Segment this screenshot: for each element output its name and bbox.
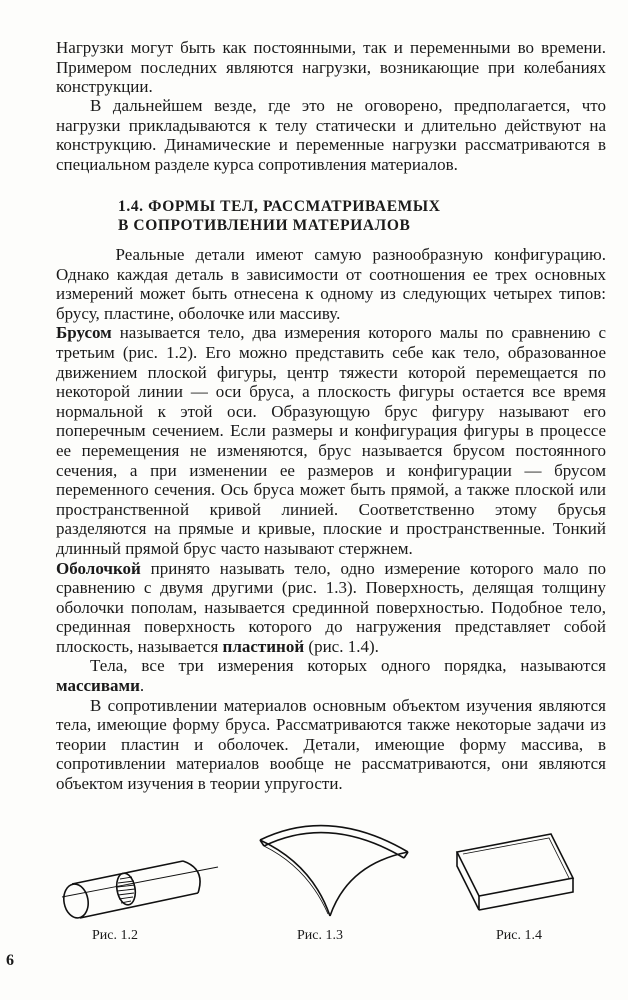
term-massive: массивами (56, 676, 140, 696)
intro-paragraph-2: В дальнейшем везде, где это не оговорено, предполагается, что нагрузки прикладываются к телу статически и длительно действуют на конструкцию. Динамические и переменные нагрузки рассматриваются в специальном разделе курса сопротивления материалов. (56, 96, 606, 174)
figure-caption-1-3: Рис. 1.3 (297, 928, 343, 943)
paragraph-shell: Оболочкой принято называть тело, одно измерение которого мало по сравнению с двумя другими (рис. 1.3). Поверхность, делящая толщину оболочки пополам, называется срединной поверхностью. Подобное тело, срединная поверхность которого до нагружения представляет собой плоскость, называется пластиной (рис. 1.4). (56, 558, 606, 656)
section-title-line-2: В СОПРОТИВЛЕНИИ МАТЕРИАЛОВ (118, 217, 411, 234)
paragraph-final: В сопротивлении материалов основным объектом изучения являются тела, имеющие форму бруса. Рассматриваются также некоторые задачи из теории пластин и оболочек. Детали, имеющие форму массива, в сопротивлении материалов вообще не рассматриваются, они являются объектом изучения в теории упругости. (56, 695, 606, 794)
paragraph-beam: Брусом называется тело, два измерения которого малы по сравнению с третьим (рис. 1.2). Его можно представить себе как тело, образованное движением плоской фигуры, центр тяжести которой перемещается по некоторой линии — оси бруса, а плоскость фигуры остается все время нормальной к этой оси. Образующую брус фигуру называют его поперечным сечением. Если размеры и конфигурация фигуры в процессе ее перемещения не изменяются, брус называется брусом постоянного сечения, а при изменении ее размеров и конфигурации — брусом переменного сечения. Ось бруса может быть прямой, а также плоской или пространственной кривой линией. Соответственно этому брусья разделяются на прямые и кривые, плоские и пространственные. Тонкий длинный прямой брус часто называют стержнем. (56, 323, 606, 558)
term-shell: Оболочкой (56, 558, 141, 578)
page-number: 6 (6, 952, 14, 969)
figures-row (0, 810, 628, 960)
term-plate: пластиной (222, 636, 305, 656)
term-beam: Брусом (56, 323, 112, 343)
section-body (56, 245, 606, 794)
shell-figure (250, 812, 420, 922)
figure-caption-1-2: Рис. 1.2 (92, 928, 138, 943)
section-title-line-1: 1.4. ФОРМЫ ТЕЛ, РАССМАТРИВАЕМЫХ (118, 198, 441, 215)
beam-figure (48, 835, 228, 925)
paragraph-massive: Тела, все три измерения которых одного порядка, называются массивами. (56, 656, 606, 696)
figure-caption-1-4: Рис. 1.4 (496, 928, 542, 943)
paragraph-real-parts: Реальные детали имеют самую разнообразную конфигурацию. Однако каждая деталь в зависимости от соотношения ее трех основных измерений может быть отнесена к одному из следующих четырех типов: брусу, пластине, оболочке или массиву. (56, 245, 606, 323)
intro-paragraph-1: Нагрузки могут быть как постоянными, так и переменными во времени. Примером последних являются нагрузки, возникающие при колебаниях конструкции. (56, 38, 606, 97)
section-heading (118, 197, 538, 235)
plate-figure (455, 830, 585, 920)
